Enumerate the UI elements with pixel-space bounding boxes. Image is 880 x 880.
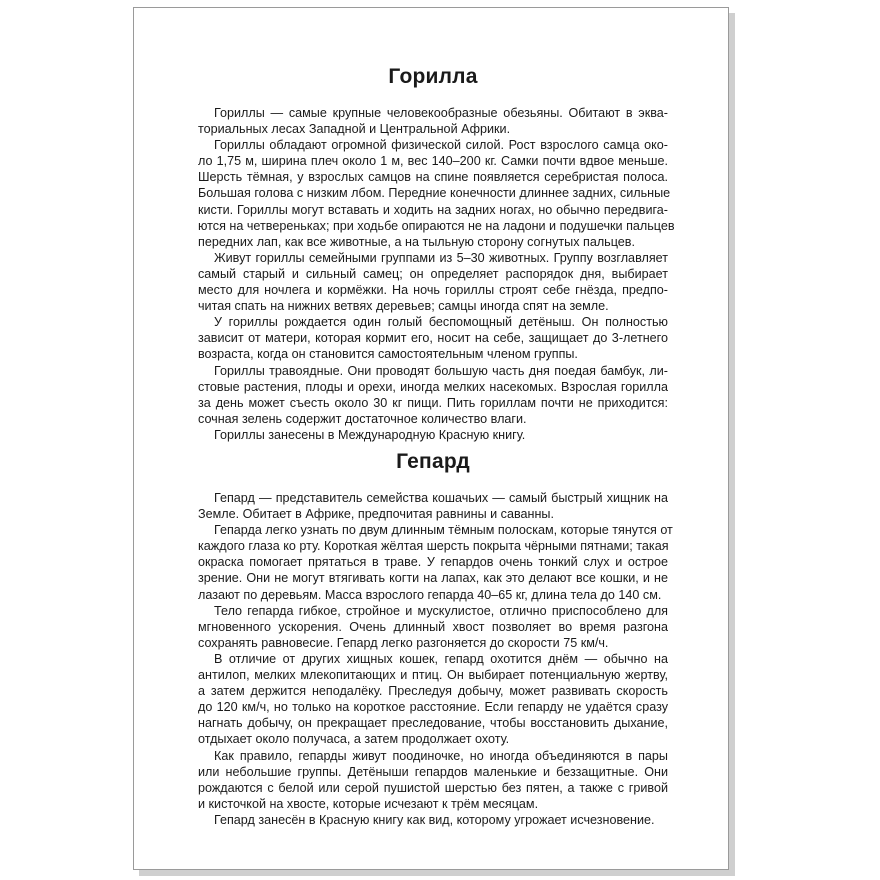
gorilla-body: [198, 105, 675, 443]
text-line: отдыхает около получаса, а затем продолжает охоту.: [198, 732, 510, 747]
text-line: окраска помогает прятаться в траве. У гепардов очень тонкий слух и острое: [198, 555, 668, 570]
paragraph: [198, 812, 668, 828]
text-line: стовые растения, плоды и орехи, иногда мелких насекомых. Взрослая горилла: [198, 379, 668, 394]
text-line: кисти. Гориллы могут вставать и ходить на задних ногах, но обычно передвига-: [198, 202, 668, 217]
paragraph: [198, 250, 668, 314]
text-line: Гепард — представитель семейства кошачьих — самый быстрый хищник на: [214, 491, 668, 505]
text-line: Живут гориллы семейными группами из 5–30 животных. Группу возглавляет: [214, 250, 668, 265]
paragraph: [198, 522, 673, 602]
text-line: каждого глаза ко рту. Короткая жёлтая шерсть покрыта чёрными пятнами; такая: [198, 539, 669, 554]
text-line: передних лап, как все животные, а на тыльную сторону согнутых пальцев.: [198, 234, 635, 249]
text-line: до 120 км/ч, но только на короткое расстояние. Если гепарду не удаётся сразу: [198, 700, 668, 715]
paragraph: [198, 137, 675, 250]
text-line: возраста, когда он становится самостоятельным членом группы.: [198, 347, 578, 362]
section-title-cheetah: Гепард: [396, 450, 470, 473]
document-page: [133, 7, 729, 870]
text-line: антилоп, мелких млекопитающих и птиц. Он выбирает потенциальную жертву,: [198, 668, 668, 683]
text-line: рождаются с белой или серой пушистой шерстью без пятен, а также с гривой: [198, 780, 668, 795]
text-line: ториальных лесах Западной и Центральной Африки.: [198, 122, 511, 137]
paragraph: [198, 603, 668, 651]
paragraph: [198, 748, 668, 812]
text-line: У гориллы рождается один голый беспомощный детёныш. Он полностью: [214, 315, 668, 330]
paragraph: [198, 490, 668, 522]
paragraph: [198, 314, 668, 362]
text-line: сохранять равновесие. Гепард легко разгоняется до скорости 75 км/ч.: [198, 635, 609, 650]
text-line: самый старый и сильный самец; он определяет распорядок дня, выбирает: [198, 266, 668, 281]
text-line: Гориллы травоядные. Они проводят большую часть дня поедая бамбук, ли-: [214, 363, 668, 378]
text-line: нагнать добычу, он прекращает преследование, чтобы восстановить дыхание,: [198, 716, 668, 731]
text-line: а затем держится неподалёку. Преследуя добычу, может развивать скорость: [198, 684, 668, 699]
cheetah-body: [198, 490, 673, 828]
text-line: сочная зелень содержит достаточное количество влаги.: [198, 411, 527, 426]
section-gorilla: [198, 63, 675, 443]
paragraph: [198, 105, 668, 137]
paragraph: [198, 363, 668, 427]
paragraph: [198, 427, 668, 443]
section-title-gorilla: Горилла: [388, 65, 478, 88]
text-line: Шерсть тёмная, у взрослых самцов на спине появляется серебристая полоса.: [198, 170, 668, 185]
text-line: Гориллы занесены в Международную Красную книгу.: [214, 427, 526, 442]
text-line: Большая голова с низким лбом. Передние конечности длиннее задних, сильные: [198, 186, 671, 201]
text-line: Тело гепарда гибкое, стройное и мускулистое, отлично приспособлено для: [214, 603, 668, 618]
text-line: за день может съесть около 30 кг пищи. Пить гориллам почти не приходится:: [198, 395, 668, 410]
text-line: Гориллы обладают огромной физической силой. Рост взрослого самца око-: [214, 138, 668, 153]
text-line: мгновенного ускорения. Очень длинный хвост позволяет во время разгона: [198, 619, 668, 634]
paragraph: [198, 651, 668, 748]
text-line: Гепард занесён в Красную книгу как вид, которому угрожает исчезновение.: [214, 812, 655, 827]
text-line: читая спать на нижних ветвях деревьев; самцы иногда спят на земле.: [198, 299, 609, 314]
text-line: Гепарда легко узнать по двум длинным тёмным полоскам, которые тянутся от: [214, 523, 673, 538]
text-line: и кисточкой на хвосте, которые исчезают к трём месяцам.: [198, 796, 539, 811]
text-line: зрение. Они не могут втягивать когти на лапах, как это делают все кошки, и не: [198, 571, 668, 586]
text-line: Как правило, гепарды живут поодиночке, но иногда объединяются в пары: [214, 748, 668, 763]
text-line: или небольшие группы. Детёныши гепардов маленькие и беззащитные. Они: [198, 764, 668, 779]
text-line: зависит от матери, которая кормит его, носит на себе, защищает до 3-летнего: [198, 331, 668, 346]
section-cheetah: [198, 448, 673, 828]
text-line: лазают по деревьям. Масса взрослого гепарда 40–65 кг, длина тела до 140 см.: [198, 587, 662, 602]
text-line: В отличие от других хищных кошек, гепард охотится днём — обычно на: [214, 651, 668, 666]
text-line: ло 1,75 м, ширина плеч около 1 м, вес 140–200 кг. Самки почти вдвое меньше.: [198, 154, 668, 169]
text-line: место для ночлега и кормёжки. На ночь гориллы строят себе гнёзда, предпо-: [198, 283, 668, 298]
text-line: ются на четвереньках; при ходьбе опираются не на ладони и подушечки пальцев: [198, 218, 675, 233]
text-line: Земле. Обитает в Африке, предпочитая равнины и саванны.: [198, 507, 554, 522]
text-line: Гориллы — самые крупные человекообразные обезьяны. Обитают в эква-: [214, 106, 668, 120]
